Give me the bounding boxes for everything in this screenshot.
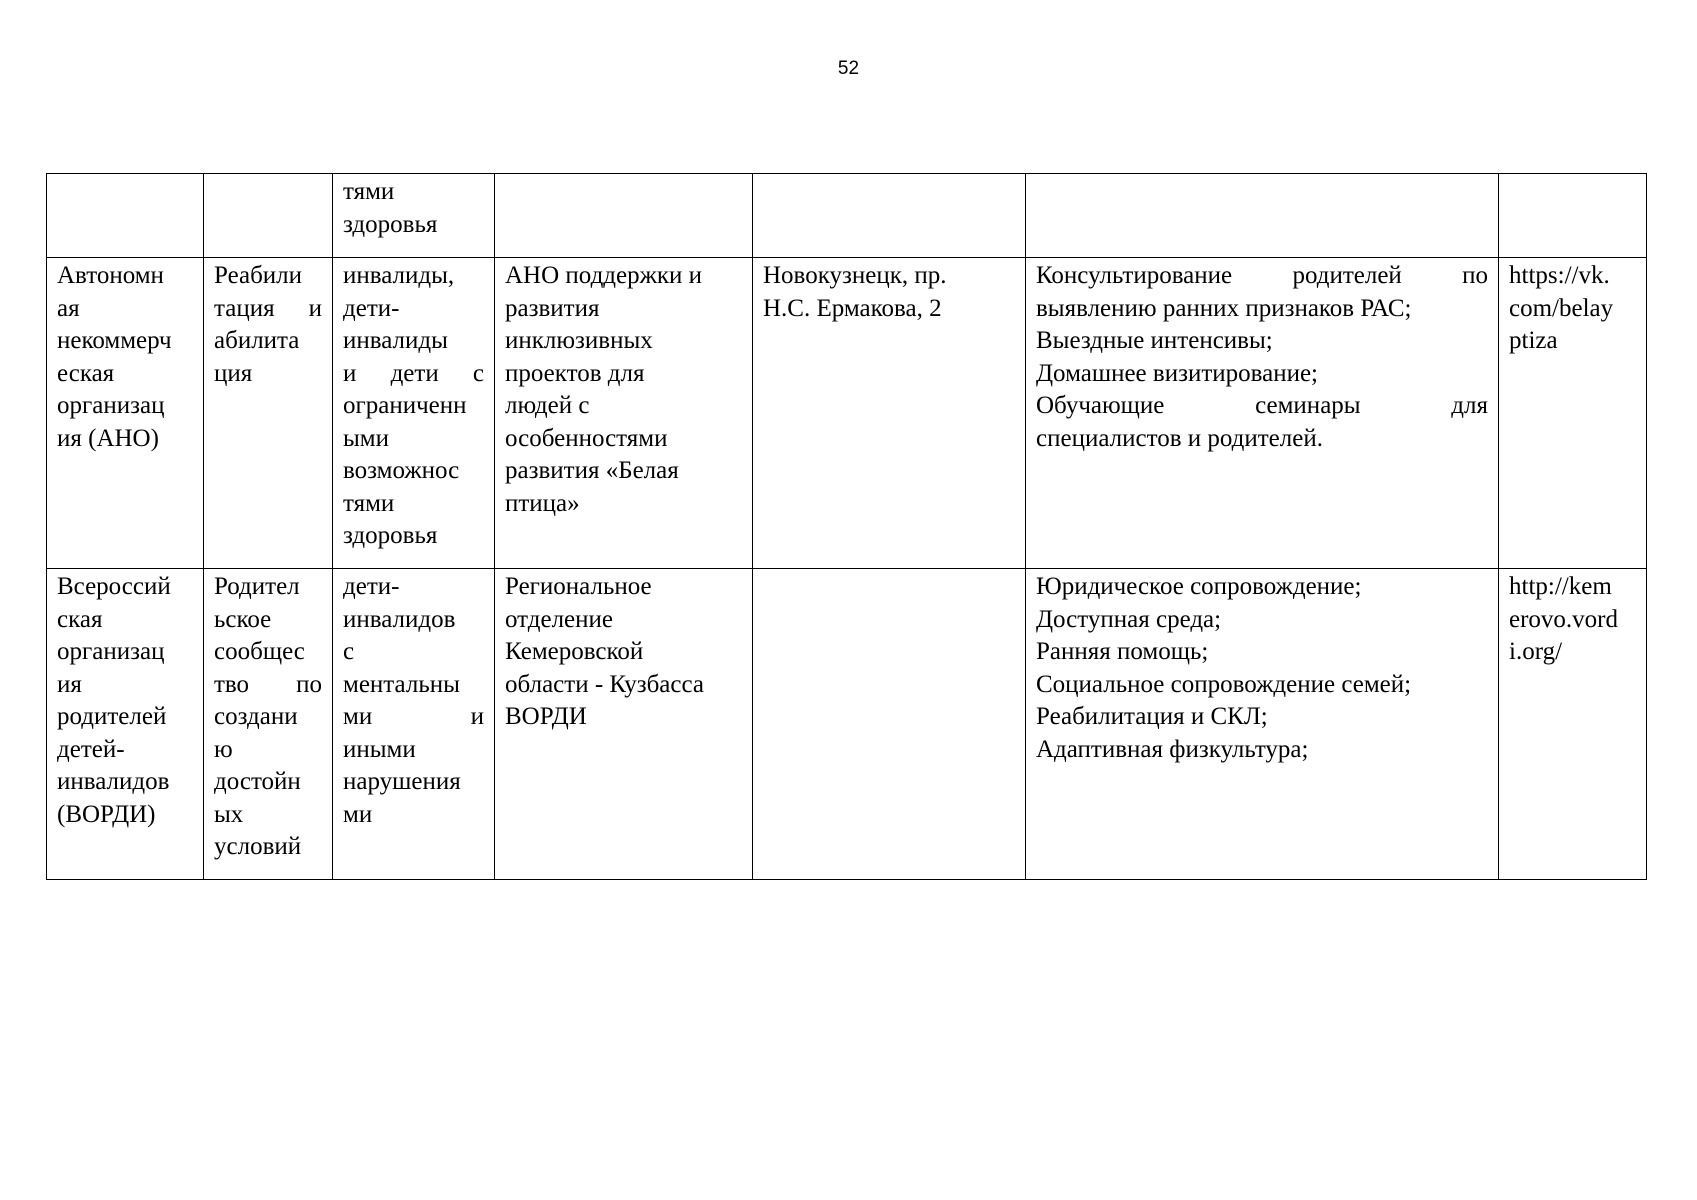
table-cell-org-name bbox=[495, 174, 753, 258]
table-cell-website: https://vk. com/belay ptiza bbox=[1499, 258, 1647, 569]
table-row bbox=[47, 569, 1647, 880]
table-cell-activity: Реабили тация и абилита ция bbox=[204, 258, 333, 569]
table-cell-target-group: инвалиды, дети- инвалиды и дети с ограниченн ыми возможнос тями здоровья bbox=[333, 258, 495, 569]
website-link: https://vk. bbox=[1509, 262, 1610, 289]
table-cell-website: http://kem erovo.vord i.org/ bbox=[1499, 569, 1647, 880]
website-link: http://kem bbox=[1509, 573, 1612, 600]
table-row bbox=[47, 258, 1647, 569]
table-cell-services: Юридическое сопровождение; Доступная среда; Ранняя помощь; Социальное сопровождение семей; Реабилитация и СКЛ; Адаптивная физкультура; bbox=[1026, 569, 1499, 880]
table-cell-services: Консультирование родителей по выявлению ранних признаков РАС; Выездные интенсивы; Домашнее визитирование; Обучающие семинары для специалистов и родителей. bbox=[1026, 258, 1499, 569]
table-cell-services bbox=[1026, 174, 1499, 258]
table-cell-address bbox=[753, 569, 1026, 880]
table-cell-org-type: Всероссий ская организац ия родителей детей- инвалидов (ВОРДИ) bbox=[47, 569, 204, 880]
table-cell-org-type: Автономн ая некоммерч еская организац ия (АНО) bbox=[47, 258, 204, 569]
page-number: 52 bbox=[837, 58, 860, 79]
table-cell-address bbox=[753, 174, 1026, 258]
table-cell-org-type bbox=[47, 174, 204, 258]
table-cell-target-group: дети- инвалидов с ментальны ми и иными нарушения ми bbox=[333, 569, 495, 880]
table-cell-target-group: тями здоровья bbox=[333, 174, 495, 258]
table-cell-activity: Родител ьское сообщес тво по создани ю достойн ых условий bbox=[204, 569, 333, 880]
table-cell-org-name: АНО поддержки и развития инклюзивных проектов для людей с особенностями развития «Белая птица» bbox=[495, 258, 753, 569]
table-cell-activity bbox=[204, 174, 333, 258]
table-cell-website bbox=[1499, 174, 1647, 258]
table-cell-address: Новокузнецк, пр. Н.С. Ермакова, 2 bbox=[753, 258, 1026, 569]
table-row bbox=[47, 174, 1647, 258]
organizations-table bbox=[46, 173, 1647, 880]
table-cell-org-name: Региональное отделение Кемеровской области - Кузбасса ВОРДИ bbox=[495, 569, 753, 880]
